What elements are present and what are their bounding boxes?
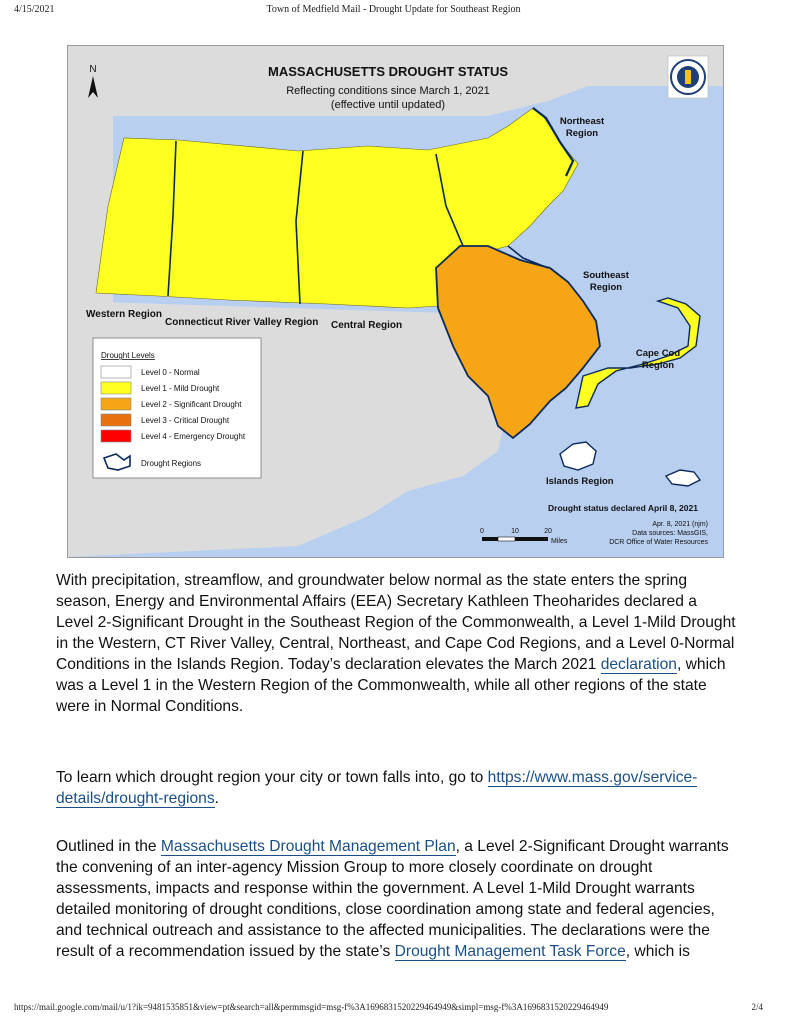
map-subtitle-2: (effective until updated): [330, 99, 446, 111]
print-url: https://mail.google.com/mail/u/1?ik=9481535851&view=pt&search=all&permmsgid=msg-f%3A1696831520229464949&simpl=msg-f%3A1696831520229464949: [14, 1002, 609, 1012]
legend-regions-label: Drought Regions: [141, 459, 202, 468]
legend-label: Level 2 - Significant Drought: [141, 400, 242, 409]
legend-label: Level 0 - Normal: [141, 368, 200, 377]
legend-swatch: [101, 430, 131, 442]
map-subtitle-1: Reflecting conditions since March 1, 2021: [286, 85, 490, 97]
scale-unit: Miles: [551, 538, 568, 545]
paragraph-declaration: [56, 570, 736, 717]
legend-item-2: [101, 398, 242, 410]
legend-title: Drought Levels: [101, 351, 155, 360]
scale-tick-0: 0: [480, 528, 484, 535]
legend-item-1: [101, 382, 220, 394]
credit-date: Apr. 8, 2021 (njm): [652, 521, 708, 528]
legend-item-3: [101, 414, 230, 426]
legend-swatch: [101, 398, 131, 410]
legend-label: Level 3 - Critical Drought: [141, 416, 230, 425]
legend-swatch: [101, 366, 131, 378]
paragraph-text: , a Level 2-Significant Drought warrants the convening of an inter-agency Mission Group to more closely coordinate on drought assessments, impacts and response within the government. A Level 1-Mild Drought warrants detailed monitoring of drought conditions, close coordination among state and federal agencies, and technical outreach and assistance to the affected municipalities. The declarations were the result of a recommendation issued by the state’s: [56, 838, 729, 960]
label-northeast-region-1: Northeast: [559, 116, 605, 127]
legend-label: Level 1 - Mild Drought: [141, 384, 220, 393]
legend-item-0: [101, 366, 200, 378]
paragraph-text: , which was a Level 1 in the Western Region of the Commonwealth, while all other regions of the state were in Normal Conditions.: [56, 656, 726, 715]
label-southeast-region-2: Region: [589, 282, 623, 293]
paragraph-regions: [56, 767, 736, 809]
legend-swatch: [101, 414, 131, 426]
legend-item-4: [101, 430, 246, 442]
drought-map: [67, 45, 724, 558]
drought-regions-link[interactable]: https://www.mass.gov/service-details/drought-regions: [56, 769, 698, 807]
map-legend: [93, 338, 261, 478]
scale-tick-20: 20: [544, 528, 552, 535]
credit-sources: Data sources: MassGIS,: [632, 530, 708, 537]
task-force-link[interactable]: Drought Management Task Force: [394, 943, 626, 960]
label-central-region: Central Region: [331, 320, 403, 331]
paragraph-text: , which is: [625, 943, 690, 960]
paragraph-text: With precipitation, streamflow, and groundwater below normal as the state enters the spring season, Energy and Environmental Affairs (EEA) Secretary Kathleen Theoharides declared a Level 2-Significant Drought in the Southeast Region of the Commonwealth, a Level 1-Mild Drought in the Western, CT River Valley, Central, Northeast, and Cape Cod Regions, and a Level 0-Normal Conditions in the Islands Region. Today’s declaration elevates the March 2021: [56, 572, 736, 673]
paragraph-text: Outlined in the: [56, 838, 161, 855]
print-date: 4/15/2021: [14, 4, 55, 15]
label-southeast-region-1: Southeast: [583, 270, 629, 281]
map-title: MASSACHUSETTS DROUGHT STATUS: [267, 64, 509, 79]
declared-text: Drought status declared April 8, 2021: [548, 503, 698, 513]
legend-swatch: [101, 382, 131, 394]
label-ctriver-region: Connecticut River Valley Region: [165, 317, 319, 328]
label-northeast-region-2: Region: [565, 128, 599, 139]
label-western-region: Western Region: [86, 309, 162, 320]
page-number: 2/4: [751, 1002, 763, 1012]
scale-tick-10: 10: [511, 528, 519, 535]
paragraph-text: To learn which drought region your city or town falls into, go to: [56, 769, 488, 786]
label-capecod-region-2: Region: [641, 360, 675, 371]
label-capecod-region-1: Cape Cod: [635, 348, 681, 359]
legend-label: Level 4 - Emergency Drought: [141, 432, 246, 441]
management-plan-link[interactable]: Massachusetts Drought Management Plan: [160, 838, 456, 855]
label-islands-region: Islands Region: [546, 476, 614, 487]
credit-office: DCR Office of Water Resources: [609, 539, 708, 546]
north-label: N: [89, 64, 97, 75]
print-title: Town of Medfield Mail - Drought Update for Southeast Region: [266, 4, 521, 15]
paragraph-management-plan: [56, 836, 736, 962]
paragraph-text: .: [214, 790, 219, 807]
state-seal-icon: [668, 56, 708, 98]
declaration-link[interactable]: declaration: [600, 656, 677, 673]
